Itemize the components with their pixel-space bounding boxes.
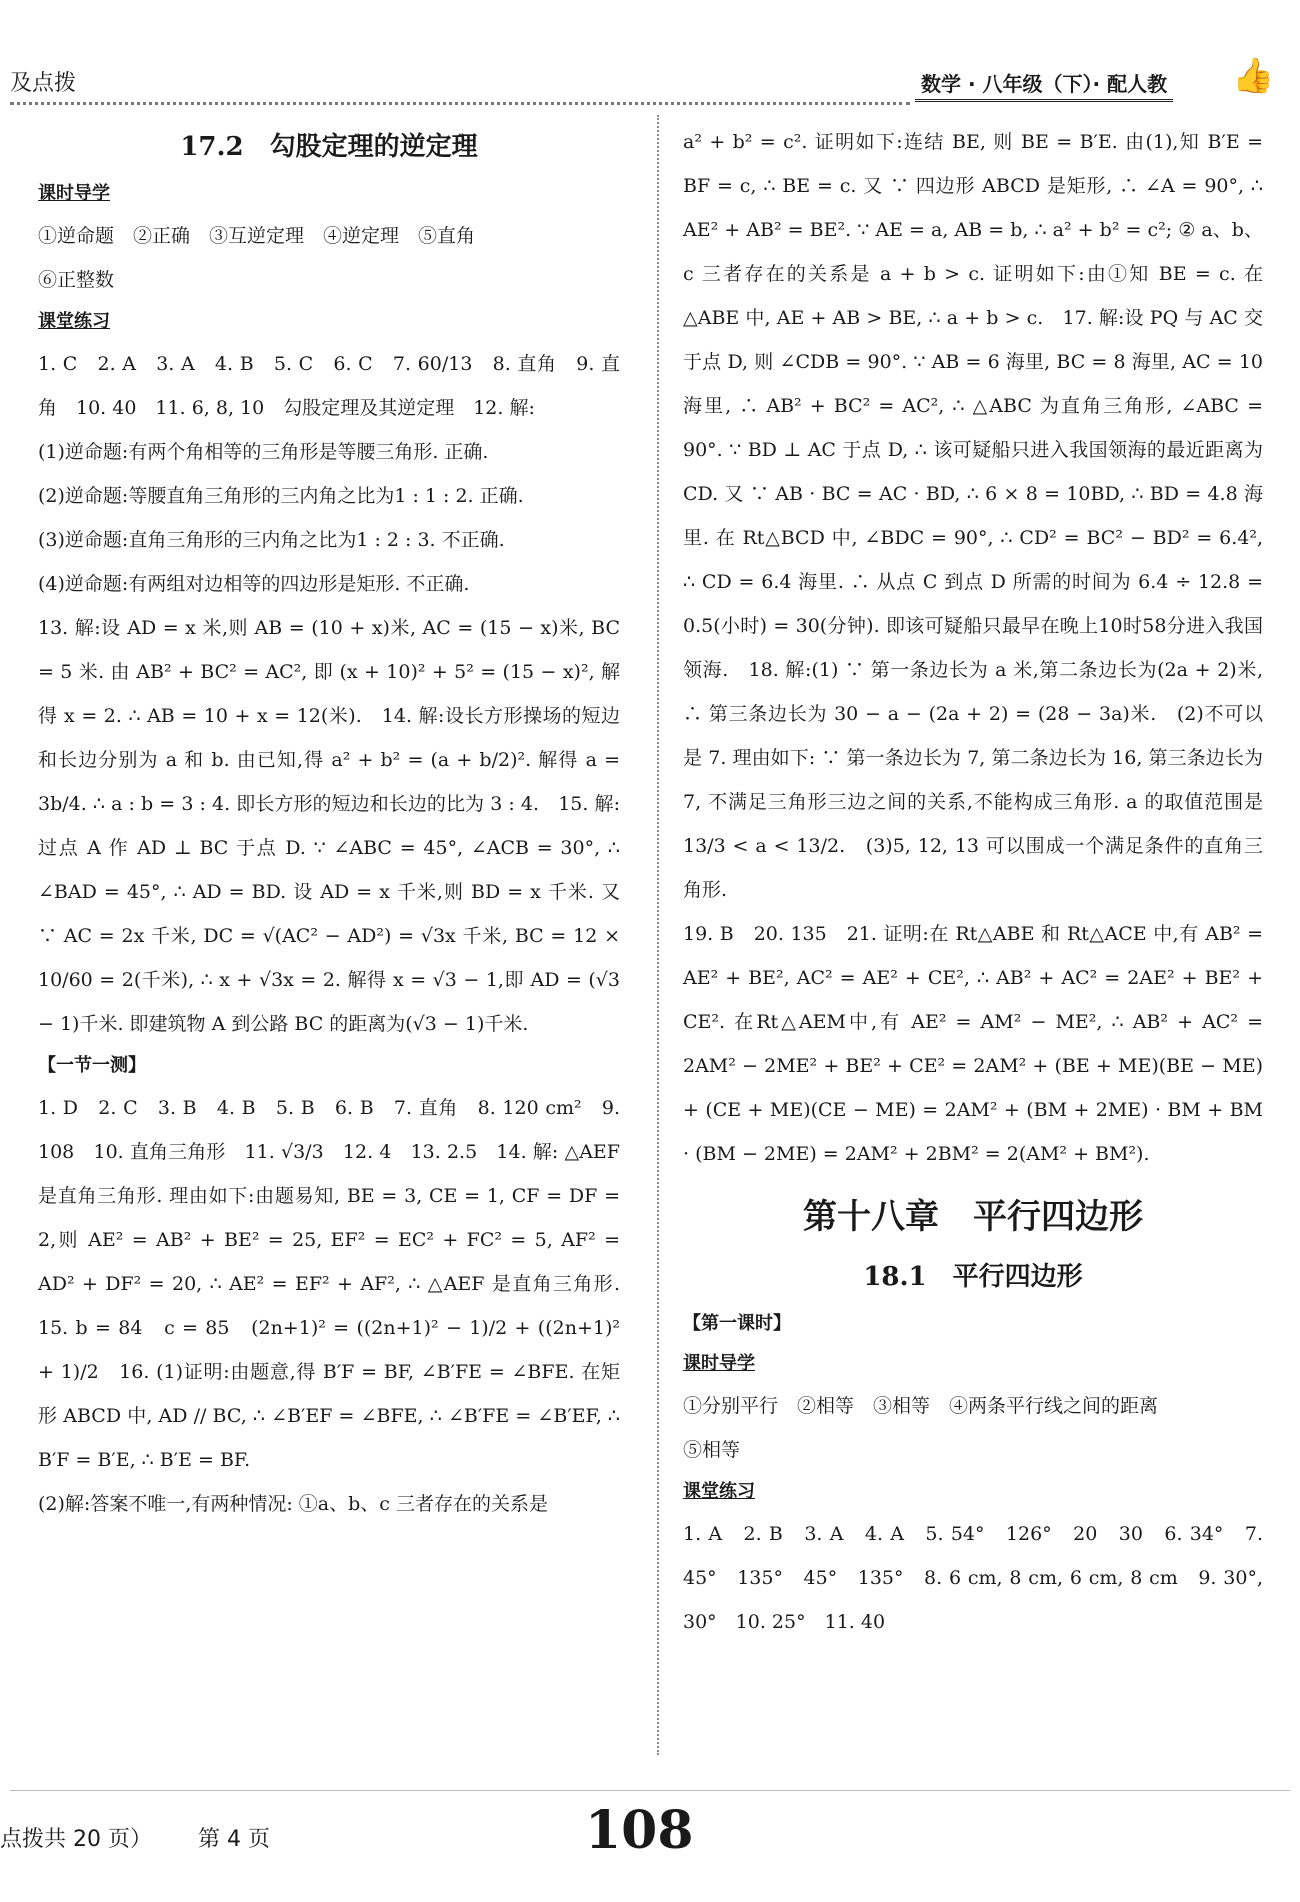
test-heading: 【一节一测】 — [38, 1055, 146, 1076]
right-column — [683, 120, 1263, 1644]
column-divider — [657, 115, 659, 1755]
header-divider — [10, 102, 910, 105]
thumbs-up-icon: 👍 — [1232, 56, 1275, 96]
answer-paragraph: 1. C 2. A 3. A 4. B 5. C 6. C 7. 60/13 8. 直角 9. 直角 10. 40 11. 6, 8, 10 勾股定理及其逆定理 12. 解: — [38, 353, 620, 419]
subsection-heading: 课堂练习 — [38, 311, 110, 332]
answer-line: (1)逆命题:有两个角相等的三角形是等腰三角形. 正确. — [38, 441, 489, 463]
answer-line: ①逆命题 ②正确 ③互逆定理 ④逆定理 ⑤直角 — [38, 225, 476, 247]
section-title: 17.2 勾股定理的逆定理 — [180, 132, 478, 162]
section-title: 18.1 平行四边形 — [863, 1262, 1083, 1292]
page-number: 108 — [585, 1800, 694, 1861]
answer-paragraph: 1. D 2. C 3. B 4. B 5. B 6. B 7. 直角 8. 120 cm² 9. 108 10. 直角三角形 11. √3/3 12. 4 13. 2.5 14. 解: △AEF 是直角三角形. 理由如下:由题易知, BE = 3, CE = 1, CF = DF = 2,则 AE² = AB² + BE² = 25, EF² = EC² + FC² = 5, AF² = AD² + DF² = 20, ∴ AE² = EF² + AF², ∴ △AEF 是直角三角形. 15. b = 84 c = 85 (2n+1)² = ((2n+1)² − 1)/2 + ((2n+1)² + 1)/2 16. (1)证明:由题意,得 B′F = BF, ∠B′FE = ∠BFE. 在矩形 ABCD 中, AD // BC, ∴ ∠B′EF = ∠BFE, ∴ ∠B′FE = ∠B′EF, ∴ B′F = B′E, ∴ B′E = BF. — [38, 1097, 640, 1471]
footer-page-label: 第 4 页 — [198, 1827, 270, 1852]
answer-line: (3)逆命题:直角三角形的三内角之比为1 : 2 : 3. 不正确. — [38, 529, 505, 551]
subsection-heading: 课时导学 — [38, 183, 110, 204]
footer-series-note: 点拨共 20 页） — [0, 1827, 152, 1852]
answer-line: (4)逆命题:有两组对边相等的四边形是矩形. 不正确. — [38, 573, 470, 595]
lesson-heading: 【第一课时】 — [683, 1313, 791, 1334]
answer-line: ⑤相等 — [683, 1439, 741, 1461]
answer-paragraph: 19. B 20. 135 21. 证明:在 Rt△ABE 和 Rt△ACE 中,有 AB² = AE² + BE², AC² = AE² + CE², ∴ AB² + AC² = 2AE² + BE² + CE². 在Rt△AEM中,有 AE² = AM² − ME², ∴ AB² + AC² = 2AM² − 2ME² + BE² + CE² = 2AM² + (BE + ME)(BE − ME) + (CE + ME)(CE − ME) = 2AM² + (BM + 2ME) · BM + BM · (BM − 2ME) = 2AM² + 2BM² = 2(AM² + BM²). — [683, 923, 1263, 1165]
answer-paragraph: a² + b² = c². 证明如下:连结 BE, 则 BE = B′E. 由(1),知 B′E = BF = c, ∴ BE = c. 又 ∵ 四边形 ABCD 是矩形, ∴ ∠A = 90°, ∴ AE² + AB² = BE². ∵ AE = a, AB = b, ∴ a² + b² = c²; ② a、b、c 三者存在的关系是 a + b > c. 证明如下:由①知 BE = c. 在 △ABE 中, AE + AB > BE, ∴ a + b > c. 17. 解:设 PQ 与 AC 交于点 D, 则 ∠CDB = 90°. ∵ AB = 6 海里, BC = 8 海里, AC = 10 海里, ∴ AB² + BC² = AC², ∴ △ABC 为直角三角形, ∠ABC = 90°. ∵ BD ⊥ AC 于点 D, ∴ 该可疑船只进入我国领海的最近距离为 CD. 又 ∵ AB · BC = AC · BD, ∴ 6 × 8 = 10BD, ∴ BD = 4.8 海里. 在 Rt△BCD 中, ∠BDC = 90°, ∴ CD² = BC² − BD² = 6.4², ∴ CD = 6.4 海里. ∴ 从点 C 到点 D 所需的时间为 6.4 ÷ 12.8 = 0.5(小时) = 30(分钟). 即该可疑船只最早在晚上10时58分进入我国领海. 18. 解:(1) ∵ 第一条边长为 a 米,第二条边长为(2a + 2)米, ∴ 第三条边长为 30 − a − (2a + 2) = (28 − 3a)米. (2)不可以是 7. 理由如下: ∵ 第一条边长为 7, 第二条边长为 16, 第三条边长为 7, 不满足三角形三边之间的关系,不能构成三角形. a 的取值范围是 13/3 < a < 13/2. (3)5, 12, 13 可以围成一个满足条件的直角三角形. — [683, 131, 1263, 901]
header-book-title: 数学 · 八年级（下）· 配人教 — [915, 66, 1173, 102]
answer-paragraph: 1. A 2. B 3. A 4. A 5. 54° 126° 20 30 6. 34° 7. 45° 135° 45° 135° 8. 6 cm, 8 cm, 6 cm, 8 cm 9. 30°, 30° 10. 25° 11. 40 — [683, 1523, 1263, 1633]
subsection-heading: 课时导学 — [683, 1353, 755, 1374]
answer-line: ⑥正整数 — [38, 269, 115, 291]
header-left: 及点拨 — [10, 71, 77, 96]
answer-paragraph: 13. 解:设 AD = x 米,则 AB = (10 + x)米, AC = (15 − x)米, BC = 5 米. 由 AB² + BC² = AC², 即 (x + 10)² + 5² = (15 − x)², 解得 x = 2. ∴ AB = 10 + x = 12(米). 14. 解:设长方形操场的短边和长边分别为 a 和 b. 由已知,得 a² + b² = (a + b/2)². 解得 a = 3b/4. ∴ a : b = 3 : 4. 即长方形的短边和长边的比为 3 : 4. 15. 解:过点 A 作 AD ⊥ BC 于点 D. ∵ ∠ABC = 45°, ∠ACB = 30°, ∴ ∠BAD = 45°, ∴ AD = BD. 设 AD = x 千米,则 BD = x 千米. 又 ∵ AC = 2x 千米, DC = √(AC² − AD²) = √3x 千米, BC = 12 × 10/60 = 2(千米), ∴ x + √3x = 2. 解得 x = √3 − 1,即 AD = (√3 − 1)千米. 即建筑物 A 到公路 BC 的距离为(√3 − 1)千米. — [38, 617, 620, 1035]
answer-line: ①分别平行 ②相等 ③相等 ④两条平行线之间的距离 — [683, 1395, 1159, 1417]
subsection-heading: 课堂练习 — [683, 1481, 755, 1502]
chapter-title: 第十八章 平行四边形 — [803, 1197, 1143, 1237]
answer-line: (2)逆命题:等腰直角三角形的三内角之比为1 : 1 : 2. 正确. — [38, 485, 524, 507]
answer-paragraph: (2)解:答案不唯一,有两种情况: ①a、b、c 三者存在的关系是 — [38, 1493, 548, 1515]
footer-divider — [10, 1790, 1290, 1791]
left-column — [38, 120, 640, 1526]
